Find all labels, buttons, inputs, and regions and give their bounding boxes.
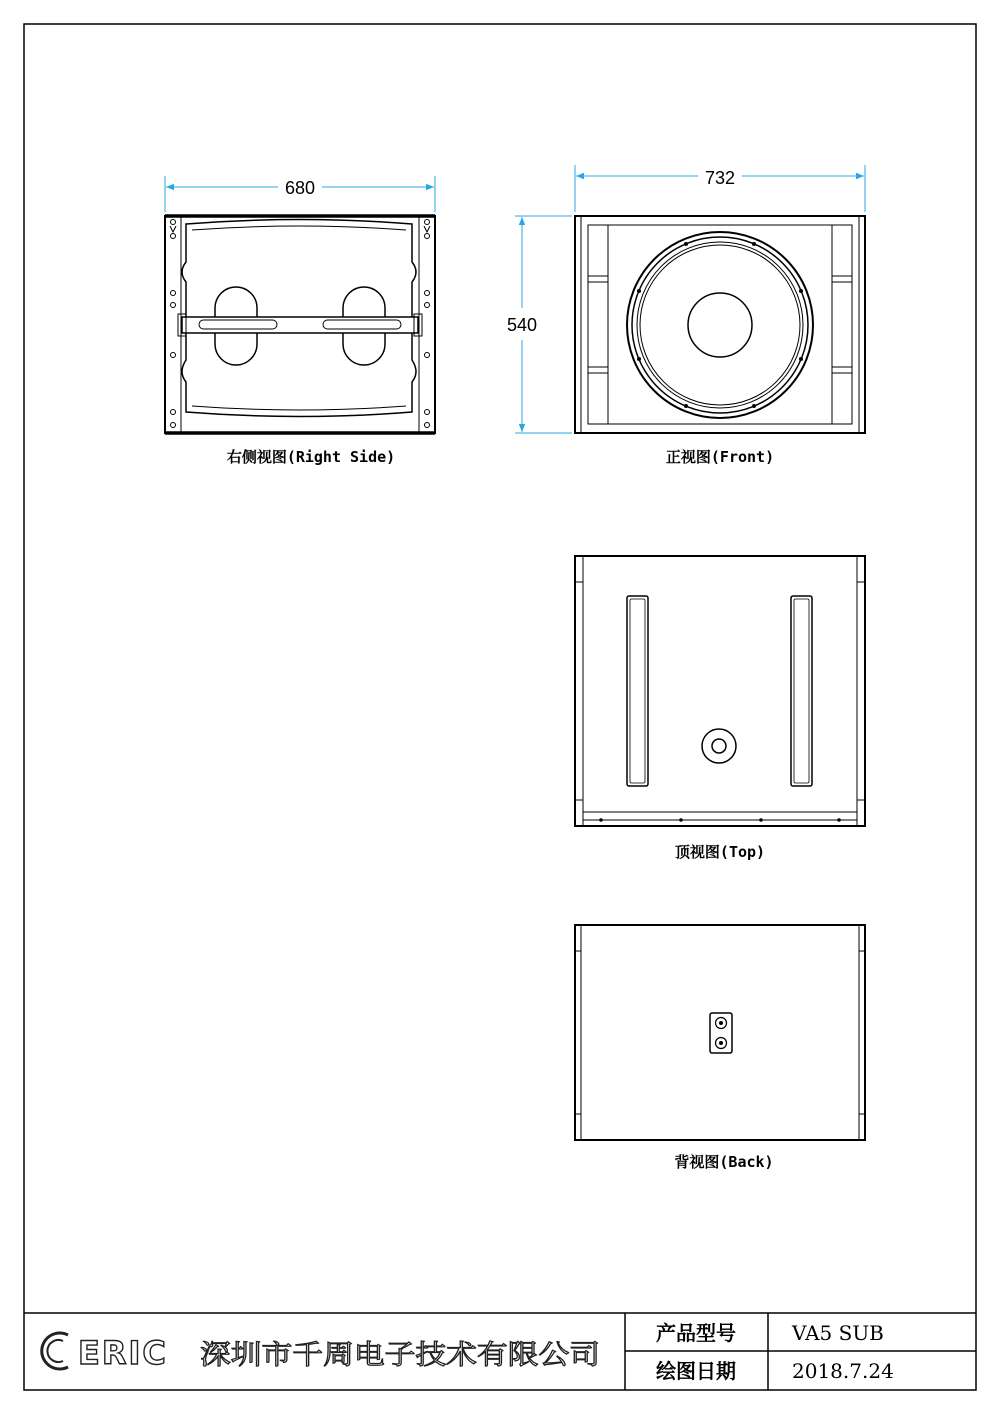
front-view: [507, 165, 865, 466]
front-caption: 正视图(Front): [665, 448, 775, 466]
top-view: [575, 556, 865, 861]
model-label: 产品型号: [656, 1321, 736, 1345]
top-caption: 顶视图(Top): [674, 843, 766, 861]
back-caption: 背视图(Back): [674, 1153, 774, 1171]
dimension-label-540: 540: [506, 315, 538, 335]
company-logo: [42, 1333, 168, 1372]
width-dimension-732: [575, 165, 865, 212]
connector-panel: [710, 1013, 732, 1053]
right-side-view: [165, 176, 435, 466]
dimension-label-732: 732: [704, 168, 736, 188]
height-dimension-540: [507, 216, 572, 433]
company-name: 深圳市千周电子技术有限公司: [200, 1340, 600, 1371]
title-block: [24, 1313, 976, 1390]
date-value: 2018.7.24: [792, 1359, 894, 1383]
dimension-label-680: 680: [284, 178, 316, 198]
right-side-caption: 右侧视图(Right Side): [226, 448, 396, 466]
width-dimension-680: [165, 176, 435, 212]
date-label: 绘图日期: [656, 1359, 736, 1383]
model-value: VA5 SUB: [792, 1321, 884, 1345]
back-view: [575, 925, 865, 1171]
sheet-border: [24, 24, 976, 1390]
logo-text: ERIC: [78, 1334, 168, 1372]
